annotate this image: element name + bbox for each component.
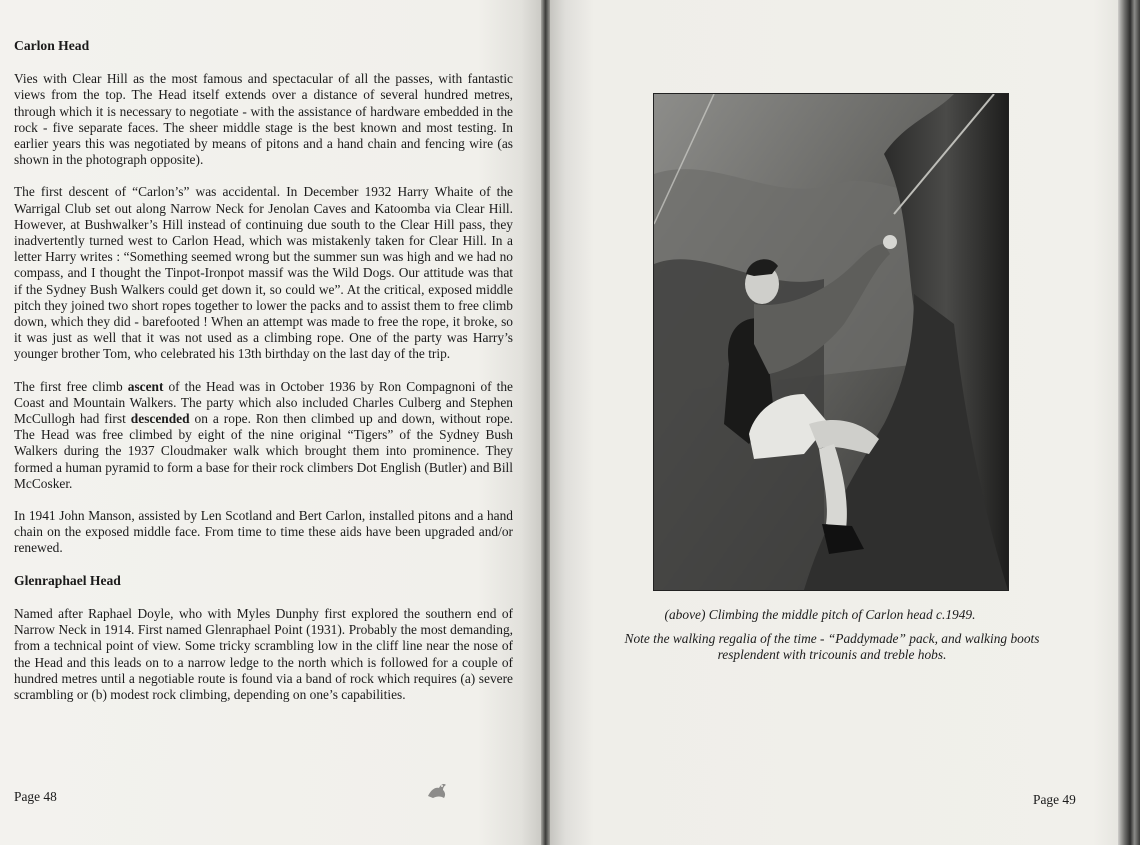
text-span: The first free climb bbox=[14, 378, 128, 394]
show-through-text bbox=[575, 40, 1075, 101]
climbing-photograph bbox=[653, 93, 1009, 591]
section-heading-carlon-head: Carlon Head bbox=[14, 38, 90, 53]
book-gutter bbox=[541, 0, 550, 845]
text-span: on a rope. Ron then climbed up and down, without rope. The Head was free climbed by eight of the nine original “Tigers” of the Sydney Bush Walkers during the 1937 Cloudmaker walk which brought them into prominence. They formed a human pyramid to form a base for their rock climbers Dot English (Butler) and Bill McCosker. bbox=[14, 411, 514, 491]
photo-caption-note: Note the walking regalia of the time - “Paddymade” pack, and walking boots resplendent with tricounis and treble hobs. bbox=[624, 631, 1040, 663]
paragraph-glenraphael: Named after Raphael Doyle, who with Myles Dunphy first explored the southern end of Narrow Neck in 1914. First named Glenraphael Point (1931). Probably the most demanding, from a technical point of view. Some tricky scrambling low in the cliff line near the nose of the Head and this leads on to a narrow ledge to the north which is followed for a couple of hundred metres until a negotiable route is found via a band of rock which requires (a) severe scrambling or (b) modest rock climbing, depending on one’s capabilities. bbox=[14, 605, 513, 702]
photo-caption: (above) Climbing the middle pitch of Carlon head c.1949. bbox=[664, 607, 976, 622]
paragraph-intro: Vies with Clear Hill as the most famous and spectacular of all the passes, with fantastic views from the top. The Head itself extends over a distance of several hundred metres, through which it is necessary to negotiate - with the assistance of hardware embedded in the rock - five separate faces. The sheer middle stage is the best known and most testing. In earlier years this was negotiated by means of pitons and a hand chain and fencing wire (as shown in the photograph opposite). bbox=[14, 71, 513, 168]
text-span: of the Head was in October 1936 by Ron Compagnoni of the Coast and Mountain Walkers. The party which also included Charles Culberg and Stephen McCullogh had first bbox=[14, 378, 513, 427]
bold-descended: descended bbox=[130, 411, 190, 427]
paragraph-pitons: In 1941 John Manson, assisted by Len Scotland and Bert Carlon, installed pitons and a hand chain on the exposed middle face. From time to time these aids have been upgraded and/or renewed. bbox=[14, 508, 513, 556]
section-heading-glenraphael-head: Glenraphael Head bbox=[14, 572, 121, 588]
paragraph-first-ascent bbox=[14, 379, 513, 492]
page-edge bbox=[1118, 0, 1140, 845]
left-text-column bbox=[14, 38, 513, 719]
paragraph-first-descent: The first descent of “Carlon’s” was accidental. In December 1932 Harry Whaite of the Warrigal Club set out along Narrow Neck for Jenolan Caves and Katoomba via Clear Hill. However, at Bushwalker’s Hill instead of continuing due south to the Clear Hill pass, they inadvertently turned west to Carlon Head, which was mistakenly taken for Clear Hill. In a letter Harry writes : “Something seemed wrong but the summer sun was high and we had no compass, and I thought the Tinpot-Ironpot massif was the Wild Dogs. Our attitude was that if the Sydney Bush Walkers could get down it, so could we”. At the critical, exposed middle pitch they joined two short ropes together to lower the packs and to assist them to free climb down, which they did - barefooted ! When an attempt was made to free the rope, it broke, so it was just as well that it was not used as a climbing rope. One of the party was Harry’s younger brother Tom, who celebrated his 13th birthday on the last day of the trip. bbox=[14, 184, 513, 362]
bold-ascent: ascent bbox=[127, 378, 164, 394]
page-number-left: Page 48 bbox=[14, 789, 57, 804]
bird-emblem-icon bbox=[424, 778, 450, 804]
page-number-right: Page 49 bbox=[1033, 792, 1076, 807]
